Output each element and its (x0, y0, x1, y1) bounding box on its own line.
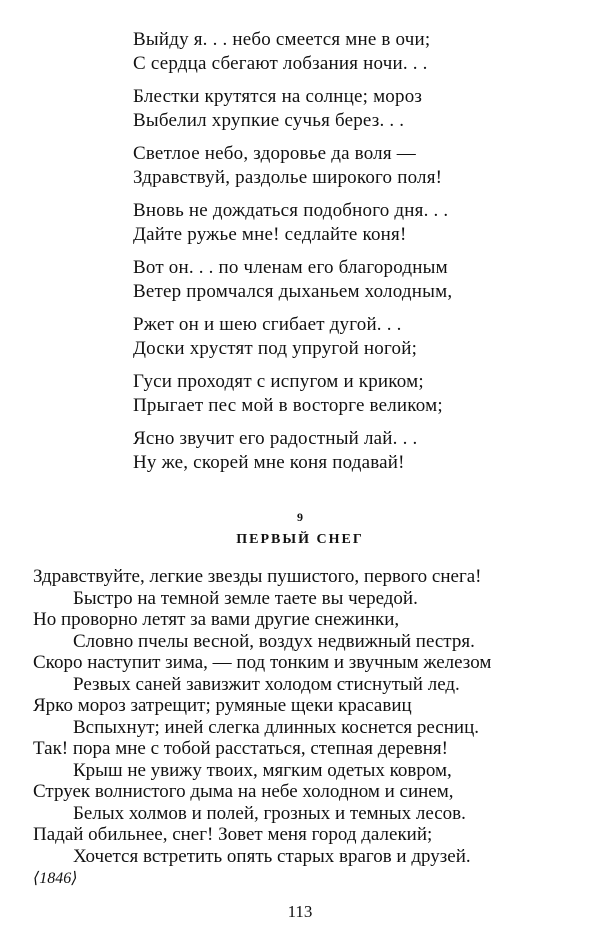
poem-line: С сердца сбегают лобзания ночи. . . (133, 53, 428, 74)
poem-line: Крыш не увижу твоих, мягким одетых ковром, (73, 759, 452, 781)
poem-line: Падай обильнее, снег! Зовет меня город далекий; (33, 824, 433, 845)
poem-line: Блестки крутятся на солнце; мороз (133, 86, 423, 107)
poem-line: Ржет он и шею сгибает дугой. . . (133, 314, 402, 335)
poem-title: ПЕРВЫЙ СНЕГ (236, 532, 364, 547)
stanza-5 (133, 256, 452, 304)
poem-line: Светлое небо, здоровье да воля — (133, 143, 416, 164)
poem-line: Гуси проходят с испугом и криком; (133, 371, 424, 392)
poem-date: ⟨1846⟩ (33, 870, 78, 887)
poem-line: Прыгает пес мой в восторге великом; (133, 395, 443, 416)
poem-line: Белых холмов и полей, грозных и темных лесов. (73, 802, 466, 824)
poem-body (33, 566, 491, 867)
poem-line: Дайте ружье мне! седлайте коня! (133, 224, 407, 245)
poem-line: Выбелил хрупкие сучья берез. . . (133, 110, 405, 131)
poem-line: Так! пора мне с тобой расстаться, степная деревня! (33, 738, 449, 759)
stanza-3 (133, 142, 442, 190)
poem-line: Ярко мороз затрещит; румяные щеки красавиц (33, 695, 412, 716)
stanza-6 (133, 313, 417, 361)
poem-line: Здравствуйте, легкие звезды пушистого, первого снега! (33, 566, 482, 587)
poem-line: Вспыхнут; иней слегка длинных коснется ресниц. (73, 716, 479, 738)
poem-line: Хочется встретить опять старых врагов и друзей. (73, 845, 471, 867)
poem-line: Словно пчелы весной, воздух недвижный пестря. (73, 630, 475, 652)
poem-line: Резвых саней завизжит холодом стиснутый лед. (73, 673, 460, 695)
stanza-8 (133, 427, 417, 475)
stanza-2 (133, 85, 422, 133)
poem-line: Доски хрустят под упругой ногой; (133, 338, 418, 359)
poem-line: Вот он. . . по членам его благородным (133, 257, 448, 278)
poem-line: Струек волнистого дыма на небе холодном и синем, (33, 781, 454, 802)
poem-line: Быстро на темной земле таете вы чередой. (73, 587, 418, 609)
poem-line: Скоро наступит зима, — под тонким и звучным железом (33, 652, 492, 673)
poem-number: 9 (297, 510, 303, 524)
stanza-4 (133, 199, 448, 247)
poem-line: Вновь не дождаться подобного дня. . . (133, 200, 449, 221)
poem-line: Здравствуй, раздолье широкого поля! (133, 167, 443, 188)
poem-line: Ветер промчался дыханьем холодным, (133, 281, 453, 302)
stanza-1 (133, 28, 430, 76)
poem-line: Но проворно летят за вами другие снежинки, (33, 609, 400, 630)
poem-line: Ну же, скорей мне коня подавай! (133, 452, 405, 473)
poem-line: Выйду я. . . небо смеется мне в очи; (133, 29, 431, 50)
stanza-7 (133, 370, 443, 418)
page-number: 113 (287, 902, 313, 921)
poem-line: Ясно звучит его радостный лай. . . (133, 428, 418, 449)
